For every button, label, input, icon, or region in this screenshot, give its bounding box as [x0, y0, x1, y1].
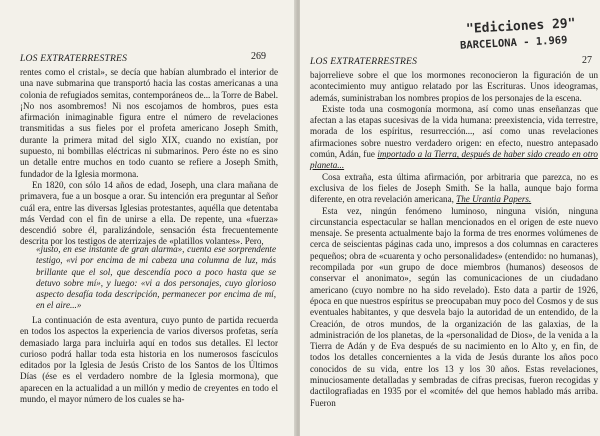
left-page-number: 269 — [251, 51, 266, 62]
left-paragraph-1: rentes como el cristal», se decía que habían alumbrado el interior de una nave submarina que transportó hacia las costas americanas a una colonia de refugiados semitas, contemporáneos de... la Torre de Babel. ¡No nos asombremos! Ni nos escojamos de hombros, pues esta afirmación inimaginable figura entre el número de revelaciones transmitidas a sus fieles por el profeta americano Joseph Smith, durante la primera mitad del siglo XIX, cuando no existían, por supuesto, ni bombillas eléctricas ni submarinos. Pero éste no es sino un detalle entre muchos en todo cuanto se refiere a Joseph Smith, fundador de la Iglesia mormona. — [20, 67, 278, 179]
publisher-stamp-line-2: BARCELONA - 1.969 — [459, 34, 568, 52]
left-paragraph-2: En 1820, con sólo 14 años de edad, Joseph, una clara mañana de primavera, fue a un bosque a orar. Su intención era preguntar al Señor cuál era, entre las diversas Iglesias protestantes, aquélla que detentaba más Verdad con el fin de unirse a ella. De repente, una «fuerza» descendió sobre él, paralizándole, sensación ésta frecuentemente descrita por los testigos de aterrizajes de «platillos volantes». Pero, — [20, 179, 278, 247]
right-page — [300, 0, 600, 436]
right-paragraph-1: bajorrelieve sobre el que los mormones reconocieron la figuración de un acontecimiento muy antiguo relatado por las Escrituras. Unos ideogramas, además, suministraban los nombres propios de los personajes de la escena. — [310, 70, 598, 103]
right-running-head: LOS EXTRATERRESTRES — [310, 56, 418, 67]
left-running-head: LOS EXTRATERRESTRES — [20, 53, 128, 64]
right-paragraph-3 — [310, 172, 598, 206]
right-paragraph-3-text: Cosa extraña, esta última afirmación, por arbitraria que parezca, no es exclusiva de los fieles de Joseph Smith. Se la halla, aunque bajo forma diferente, en otra revelación americana, — [310, 171, 598, 205]
left-body-text — [20, 67, 278, 248]
left-quote-text: «justo, en ese instante de gran alarma», cuenta ese sorprendente testigo, «vi por encima de mi cabeza una columna de luz, más brillante que el sol, que descendía poco a poco hasta que se detuvo sobre mí», y luego: «vi a dos personajes, cuyo glorioso aspecto desafía toda descripción, permanecer por encima de mí, en el aire...» — [36, 244, 276, 311]
publisher-stamp-line-1: "Ediciones 29" — [465, 16, 576, 37]
right-paragraph-4: Esta vez, ningún fenómeno luminoso, ninguna visión, ninguna circunstancia espectacular se hallan mencionados en el origen de este nuevo mensaje. Se presenta actualmente bajo la forma de tres enormes volúmenes de cerca de seiscientas páginas cada uno, impresos a dos columnas en caracteres pequeños; obra de «cuarenta y ocho personalidades» (entendido: no humanas), recompilada por «un grupo de doce miembros (humanos) deseosos de conservar el anonimato», según las comunicaciones de un ciudadano americano (cuyo nombre no ha sido revelado). Esto data a partir de 1926, época en que nuestros espíritus se preocupaban muy poco del Cosmos y de sus eventuales habitantes, y que desvela bajo la autoridad de un entendido, de la Creación, de otros mundos, de la organización de las galaxias, de la administración de los planetas, de la «personalidad de Dios», de la venida a la Tierra de Adán y de Eva después de su nacimiento en lo Alto y, en fin, de todos los detalles concernientes a la vida de Jesús durante los años poco conocidos de su vida, entre los 13 y los 30 años. Estas revelaciones, minuciosamente detalladas y sembradas de cifras precisas, fueron recogidas y dactilografiadas en 1935 por el «comité» del que hemos hablado más arriba. Fueron — [310, 205, 598, 408]
urantia-title: The Urantia Papers. — [456, 194, 532, 205]
left-body-text-2 — [20, 315, 278, 405]
right-body-text — [310, 70, 598, 409]
left-page — [0, 0, 296, 436]
right-paragraph-2 — [310, 104, 598, 172]
left-paragraph-3: La continuación de esta aventura, cuyo punto de partida recuerda en todos los aspectos la experiencia de varios diversos profetas, sería demasiado larga para incluirla aquí en todos sus detalles. El lector curioso podrá hallar toda esta historia en los numerosos fascículos editados por la Iglesia de Jesús Cristo de los Santos de los Últimos Días (ése es el verdadero nombre de la Iglesia mormona), que aparecen en la actualidad a un millón y medio de creyentes en todo el mundo, el mayor número de los cuales se ha- — [20, 315, 278, 405]
right-paragraph-2-text: Existe toda una cosmogonía mormona, así como unas enseñanzas que afectan a las etapas sucesivas de la vida humana: preexistencia, vida terrestre, morada de los espíritus, resurrección..., así como unas revelaciones afirmaciones sobre nuestro verdadero origen: en efecto, nuestro antepasado común, Adán, fue — [310, 103, 598, 160]
right-page-number: 27 — [582, 55, 592, 66]
underlined-passage: importado a la Tierra, después de haber sido creado en otro planeta... — [310, 149, 598, 171]
left-block-quote — [36, 244, 276, 312]
